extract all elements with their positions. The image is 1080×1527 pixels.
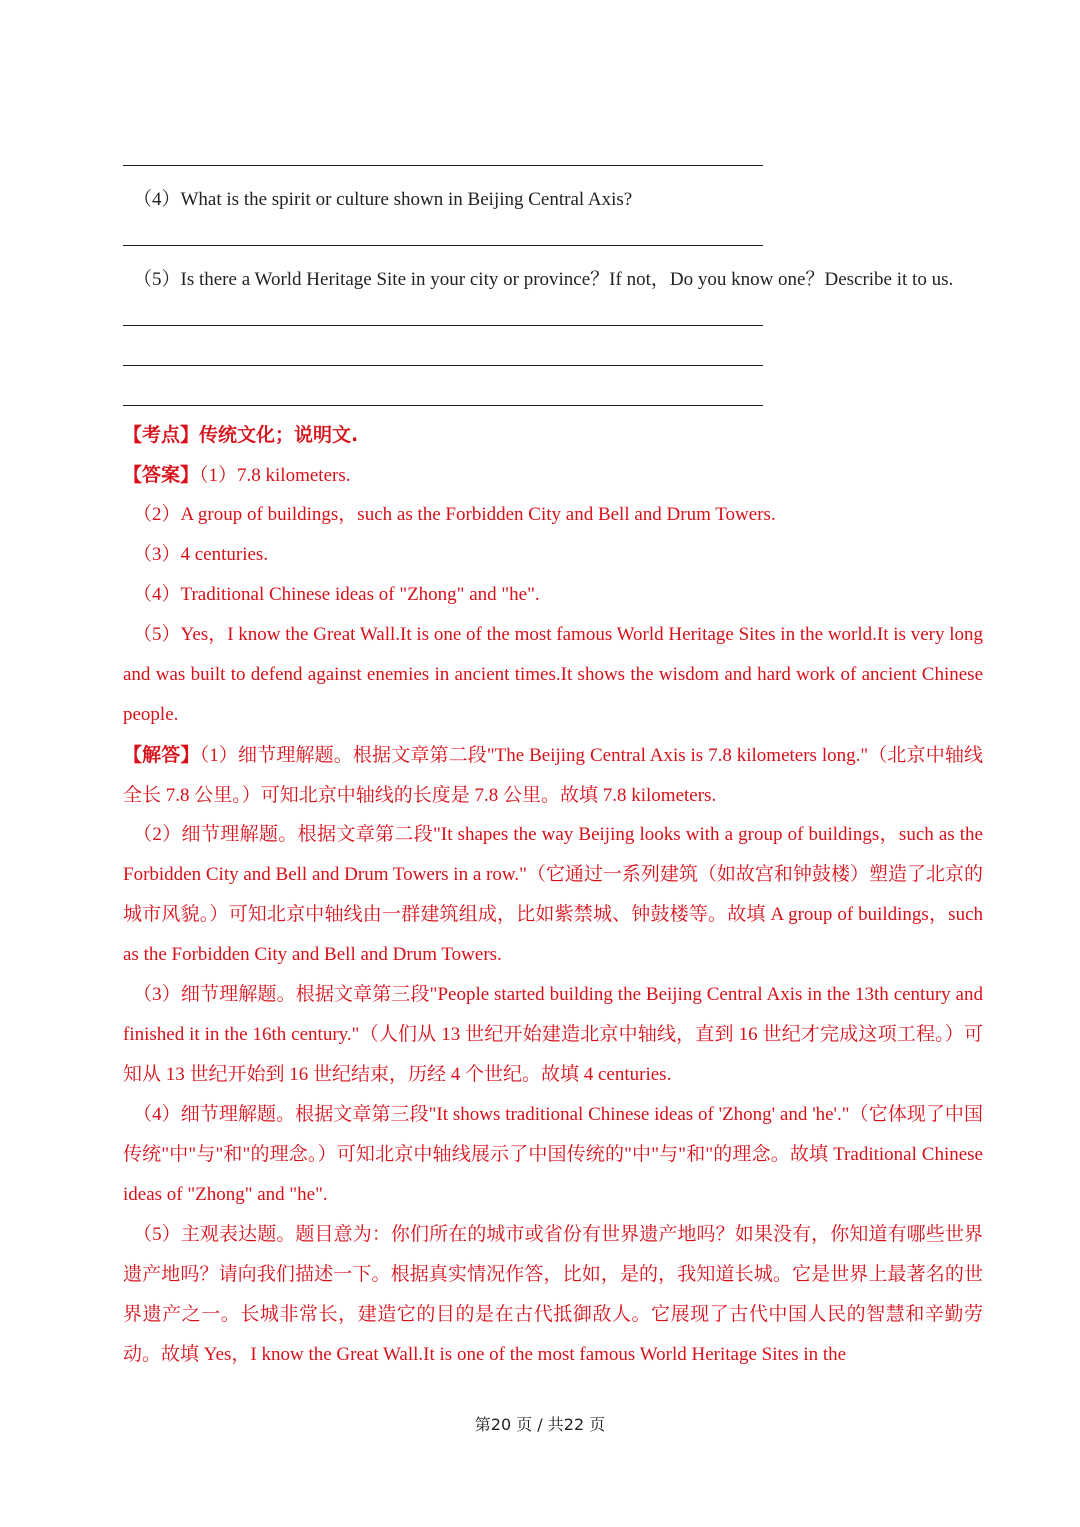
question-4: （4）What is the spirit or culture shown in Beijing Central Axis? bbox=[133, 189, 633, 210]
analysis-4: （4）细节理解题。根据文章第三段"It shows traditional Chinese ideas of 'Zhong' and 'he'."（它体现了中国传统"中"与"和"的理念。）可知北京中轴线展示了中国传统的"中"与"和"的理念。故填 Traditional Chinese ideas of "Zhong" and "he". bbox=[123, 1104, 983, 1205]
analysis-1-text: （1）细节理解题。根据文章第二段"The Beijing Central Axis is 7.8 kilometers long."（北京中轴线全长 7.8 公里。）可知北京中轴线的长度是 7.8 公里。故填 7.8 kilometers. bbox=[123, 745, 983, 806]
analysis-2: （2）细节理解题。根据文章第二段"It shapes the way Beijing looks with a group of buildings，such as the Forbidden City and Bell and Drum Towers in a row."（它通过一系列建筑（如故宫和钟鼓楼）塑造了北京的城市风貌。）可知北京中轴线由一群建筑组成，比如紫禁城、钟鼓楼等。故填 A group of buildings，such as the Forbidden City and Bell and Drum Towers. bbox=[123, 824, 983, 965]
answer-tag: 【答案】 bbox=[123, 464, 200, 486]
answer-line bbox=[123, 365, 763, 366]
answer-5: （5）Yes，I know the Great Wall.It is one of the most famous World Heritage Sites in the world.It is very long and was built to defend against enemies in ancient times.It shows the wisdom and hard work of ancient Chinese people. bbox=[123, 624, 983, 725]
kaodian-tag: 【考点】 bbox=[123, 424, 200, 446]
page-number: 第20 页 / 共22 页 bbox=[474, 1415, 606, 1434]
kaodian-section bbox=[123, 415, 983, 456]
analysis-5: （5）主观表达题。题目意为：你们所在的城市或省份有世界遗产地吗？如果没有，你知道有哪些世界遗产地吗？请向我们描述一下。根据真实情况作答，比如，是的，我知道长城。它是世界上最著名的世界遗产之一。长城非常长，建造它的目的是在古代抵御敌人。它展现了古代中国人民的智慧和辛勤劳动。故填 Yes，I know the Great Wall.It is one of the most famous World Heritage Sites in the bbox=[123, 1224, 983, 1365]
analysis-1 bbox=[123, 735, 983, 816]
kaodian-text: 传统文化；说明文. bbox=[199, 424, 359, 446]
question-5: （5）Is there a World Heritage Site in your city or province？If not，Do you know one？Describe it to us. bbox=[133, 269, 954, 290]
answer-4: （4）Traditional Chinese ideas of "Zhong" and "he". bbox=[133, 584, 540, 605]
answer-1: （1）7.8 kilometers. bbox=[199, 465, 351, 486]
analysis-3: （3）细节理解题。根据文章第三段"People started building the Beijing Central Axis in the 13th century and finished it in the 16th century."（人们从 13 世纪开始建造北京中轴线，直到 16 世纪才完成这项工程。）可知从 13 世纪开始到 16 世纪结束，历经 4 个世纪。故填 4 centuries. bbox=[123, 984, 983, 1085]
analysis-tag: 【解答】 bbox=[123, 744, 200, 766]
answer-2: （2）A group of buildings，such as the Forbidden City and Bell and Drum Towers. bbox=[133, 504, 776, 525]
answer-line bbox=[123, 405, 763, 406]
answer-line bbox=[123, 165, 763, 166]
answer-3: （3）4 centuries. bbox=[133, 544, 269, 565]
answer-line bbox=[123, 325, 763, 326]
answer-1-line bbox=[123, 455, 983, 496]
answer-line bbox=[123, 245, 763, 246]
